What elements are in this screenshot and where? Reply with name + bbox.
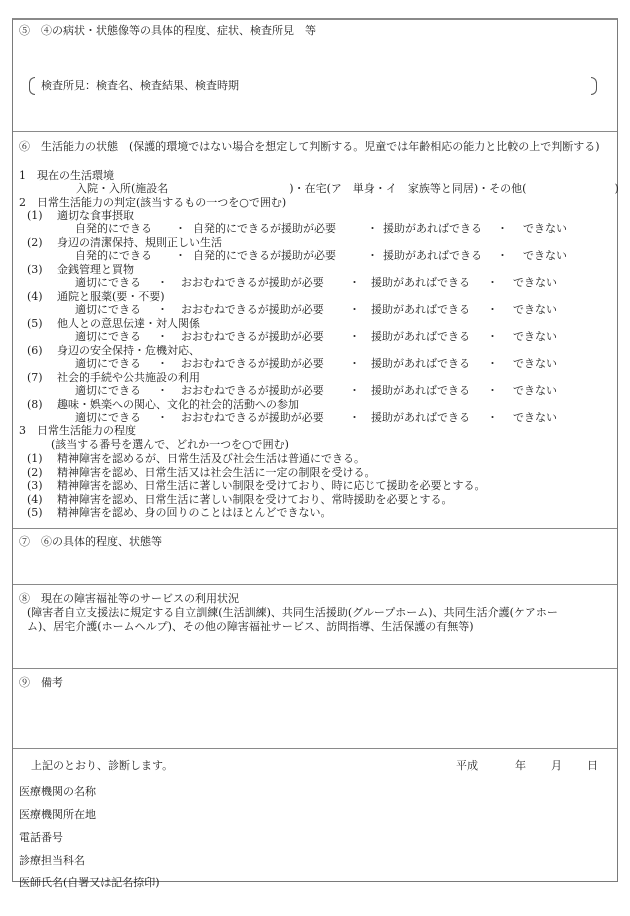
- level-number: (5): [27, 506, 43, 519]
- level-text: 精神障害を認めるが、日常生活及び社会生活は普通にできる。: [57, 452, 365, 465]
- field-institution-name: 医療機関の名称: [19, 785, 96, 798]
- diagnosis-form: [12, 18, 619, 889]
- choice-separator: ・: [367, 249, 378, 262]
- date-era-label: 平成: [456, 759, 478, 772]
- item-number: (2): [27, 236, 43, 249]
- section-9-remarks: [13, 669, 617, 749]
- daily-ability-judgment-heading: 2 日常生活能力の判定(該当するもの一つを○で囲む): [19, 196, 287, 209]
- living-environment-heading: 1 現在の生活環境: [19, 169, 114, 182]
- right-bracket-icon: [591, 77, 597, 95]
- choice-separator: ・: [487, 303, 498, 316]
- left-bracket-icon: [29, 77, 35, 95]
- choice-separator: ・: [349, 357, 360, 370]
- diagnosis-statement: 上記のとおり、診断します。: [31, 759, 174, 772]
- choice-option[interactable]: できない: [513, 411, 557, 424]
- choice-option[interactable]: 自発的にできる: [75, 222, 152, 235]
- level-number: (1): [27, 452, 43, 465]
- choice-separator: ・: [487, 357, 498, 370]
- choice-separator: ・: [175, 222, 186, 235]
- choice-separator: ・: [349, 330, 360, 343]
- choice-option[interactable]: 援助があればできる: [371, 384, 470, 397]
- choice-option[interactable]: 適切にできる: [75, 303, 141, 316]
- level-option[interactable]: [27, 466, 376, 480]
- level-number: (3): [27, 479, 43, 492]
- item-label: 社会的手続や公共施設の利用: [57, 371, 200, 384]
- item-label: 金銭管理と買物: [57, 263, 134, 276]
- choice-option[interactable]: おおむねできるが援助が必要: [181, 384, 324, 397]
- choice-separator: ・: [349, 276, 360, 289]
- item-number: (7): [27, 371, 43, 384]
- choice-option[interactable]: 援助があればできる: [383, 249, 482, 262]
- choice-separator: ・: [157, 330, 168, 343]
- signature-block: [13, 749, 617, 889]
- choice-separator: ・: [487, 384, 498, 397]
- item-number: (3): [27, 263, 43, 276]
- choice-option[interactable]: 援助があればできる: [371, 411, 470, 424]
- choice-option[interactable]: できない: [523, 249, 567, 262]
- level-text: 精神障害を認め、日常生活又は社会生活に一定の制限を受ける。: [57, 465, 376, 479]
- section-8-input-area[interactable]: [19, 637, 611, 664]
- choice-separator: ・: [497, 249, 508, 262]
- section-6-living-ability: [13, 132, 617, 529]
- field-institution-address: 医療機関所在地: [19, 808, 96, 821]
- section-8-desc-line-2: ム)、居宅介護(ホームヘルプ)、その他の障害福祉サービス、訪問指導、生活保護の有無等): [27, 620, 474, 633]
- field-department: 診療担当科名: [19, 854, 85, 867]
- choice-option[interactable]: 援助があればできる: [371, 303, 470, 316]
- judgment-item-label: [27, 398, 299, 412]
- section-7-details: [13, 529, 617, 585]
- section-6-title: ⑥ 生活能力の状態 (保護的環境ではない場合を想定して判断する。児童では年齢相応の能力と比較の上で判断する): [19, 140, 600, 153]
- item-label: 通院と服薬(要・不要): [57, 290, 165, 303]
- date-day-label: 日: [587, 759, 598, 772]
- section-8-desc-line-1: (障害者自立支援法に規定する自立訓練(生活訓練)、共同生活援助(グループホーム)、共同生活介護(ケアホー: [27, 606, 558, 619]
- choice-separator: ・: [349, 411, 360, 424]
- choice-separator: ・: [349, 303, 360, 316]
- choice-option[interactable]: できない: [513, 303, 557, 316]
- choice-separator: ・: [497, 222, 508, 235]
- level-number: (2): [27, 465, 43, 479]
- choice-option[interactable]: 援助があればできる: [371, 276, 470, 289]
- choice-separator: ・: [157, 357, 168, 370]
- judgment-item-label: [27, 344, 200, 358]
- choice-option[interactable]: おおむねできるが援助が必要: [181, 303, 324, 316]
- field-physician-name: 医師氏名(自署又は記名捺印): [19, 876, 160, 889]
- choice-option[interactable]: 適切にできる: [75, 276, 141, 289]
- section-9-title: ⑨ 備考: [19, 676, 63, 689]
- judgment-item-label: [27, 236, 222, 250]
- choice-separator: ・: [175, 249, 186, 262]
- choice-option[interactable]: 自発的にできるが援助が必要: [193, 222, 336, 235]
- choice-option[interactable]: 適切にできる: [75, 411, 141, 424]
- choice-option[interactable]: 適切にできる: [75, 330, 141, 343]
- item-label: 適切な食事摂取: [57, 209, 134, 222]
- judgment-item-label: [27, 209, 134, 223]
- item-number: (6): [27, 344, 43, 357]
- choice-option[interactable]: できない: [513, 330, 557, 343]
- living-environment-options[interactable]: 入院・入所(施設名 )・在宅(ア 単身・イ 家族等と同居)・その他( ): [76, 182, 619, 195]
- daily-ability-level-instruction: (該当する番号を選んで、どれか一つを○で囲む): [51, 438, 289, 451]
- choice-option[interactable]: おおむねできるが援助が必要: [181, 357, 324, 370]
- choice-option[interactable]: 適切にできる: [75, 357, 141, 370]
- choice-option[interactable]: おおむねできるが援助が必要: [181, 276, 324, 289]
- choice-option[interactable]: おおむねできるが援助が必要: [181, 330, 324, 343]
- item-number: (5): [27, 317, 43, 330]
- choice-option[interactable]: できない: [513, 357, 557, 370]
- judgment-item-label: [27, 263, 134, 277]
- item-label: 趣味・娯楽への関心、文化的社会的活動への参加: [57, 398, 299, 411]
- level-option[interactable]: [27, 493, 453, 507]
- judgment-item-label: [27, 317, 200, 331]
- choice-option[interactable]: 適切にできる: [75, 384, 141, 397]
- date-year-label: 年: [515, 759, 526, 772]
- level-option[interactable]: [27, 452, 365, 466]
- item-label: 身辺の清潔保持、規則正しい生活: [57, 236, 222, 249]
- choice-separator: ・: [349, 384, 360, 397]
- choice-option[interactable]: できない: [513, 276, 557, 289]
- exam-findings-hint: 検査所見：検査名、検査結果、検査時期: [41, 79, 239, 92]
- choice-option[interactable]: 援助があればできる: [371, 357, 470, 370]
- level-text: 精神障害を認め、日常生活に著しい制限を受けており、時に応じて援助を必要とする。: [57, 479, 486, 492]
- daily-ability-level-heading: 3 日常生活能力の程度: [19, 424, 136, 437]
- level-option[interactable]: [27, 506, 332, 520]
- choice-option[interactable]: 自発的にできるが援助が必要: [193, 249, 336, 262]
- choice-option[interactable]: 援助があればできる: [371, 330, 470, 343]
- choice-separator: ・: [157, 411, 168, 424]
- item-number: (8): [27, 398, 43, 411]
- item-number: (4): [27, 290, 43, 303]
- choice-option[interactable]: できない: [523, 222, 567, 235]
- section-5-symptoms: [13, 20, 617, 132]
- choice-option[interactable]: おおむねできるが援助が必要: [181, 411, 324, 424]
- section-7-input-area[interactable]: [19, 551, 611, 580]
- item-label: 身辺の安全保持・危機対応、: [57, 344, 200, 357]
- choice-separator: ・: [367, 222, 378, 235]
- choice-option[interactable]: できない: [513, 384, 557, 397]
- choice-separator: ・: [157, 276, 168, 289]
- item-number: (1): [27, 209, 43, 222]
- choice-option[interactable]: 自発的にできる: [75, 249, 152, 262]
- remarks-input-area[interactable]: [19, 693, 611, 744]
- choice-separator: ・: [487, 276, 498, 289]
- level-text: 精神障害を認め、日常生活に著しい制限を受けており、常時援助を必要とする。: [57, 492, 453, 506]
- section-8-title: ⑧ 現在の障害福祉等のサービスの利用状況: [19, 592, 239, 605]
- choice-option[interactable]: 援助があればできる: [383, 222, 482, 235]
- section-8-services: [13, 585, 617, 669]
- choice-separator: ・: [157, 303, 168, 316]
- date-month-label: 月: [551, 759, 562, 772]
- item-label: 他人との意思伝達・対人関係: [57, 317, 200, 330]
- section-5-input-area[interactable]: [41, 98, 587, 126]
- field-phone-number: 電話番号: [19, 831, 63, 844]
- section-5-title: ⑤ ④の病状・状態像等の具体的程度、症状、検査所見 等: [19, 24, 316, 37]
- choice-separator: ・: [157, 384, 168, 397]
- section-7-title: ⑦ ⑥の具体的程度、状態等: [19, 535, 162, 548]
- choice-separator: ・: [487, 330, 498, 343]
- level-option[interactable]: [27, 479, 486, 493]
- level-number: (4): [27, 492, 43, 506]
- choice-separator: ・: [487, 411, 498, 424]
- judgment-item-label: [27, 290, 165, 304]
- level-text: 精神障害を認め、身の回りのことはほとんどできない。: [57, 506, 332, 519]
- judgment-item-label: [27, 371, 200, 385]
